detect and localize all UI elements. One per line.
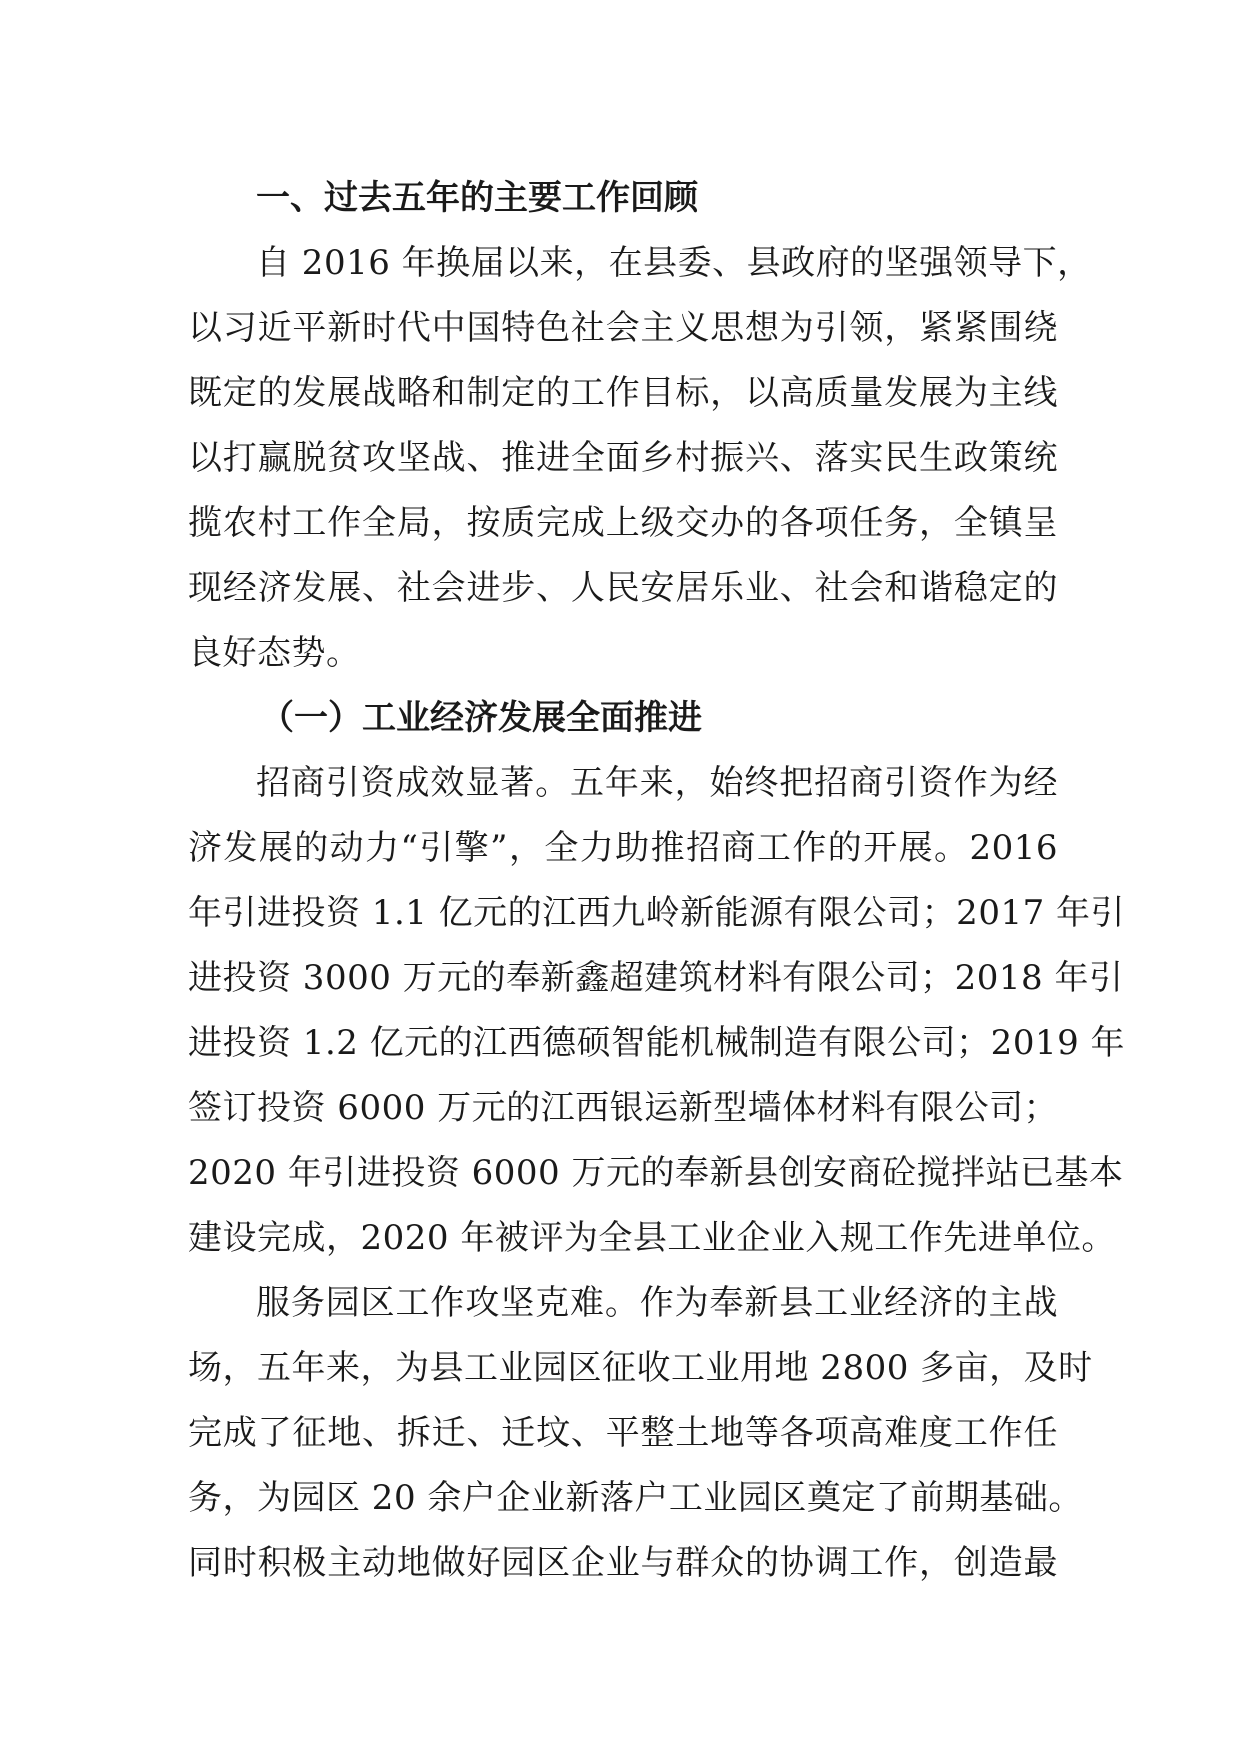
park-paragraph [188, 1271, 1093, 1596]
paragraph-line: 服务园区工作攻坚克难。作为奉新县工业经济的主战 [256, 1283, 1058, 1323]
paragraph-line: 现经济发展、社会进步、人民安居乐业、社会和谐稳定的 [188, 568, 1058, 608]
paragraph-line: 务，为园区 20 余户企业新落户工业园区奠定了前期基础。 [188, 1478, 1083, 1518]
paragraph-line: 场，五年来，为县工业园区征收工业用地 2800 多亩，及时 [188, 1348, 1093, 1388]
section-heading: 一、过去五年的主要工作回顾 [256, 178, 698, 218]
paragraph-line: 自 2016 年换届以来，在县委、县政府的坚强领导下， [256, 243, 1092, 283]
paragraph-line: 进投资 1.2 亿元的江西德硕智能机械制造有限公司；2019 年 [188, 1023, 1126, 1063]
paragraph-line: 良好态势。 [188, 633, 361, 673]
subsection-heading: （一）工业经济发展全面推进 [260, 698, 702, 738]
paragraph-line: 进投资 3000 万元的奉新鑫超建筑材料有限公司；2018 年引 [188, 958, 1124, 998]
paragraph-line: 完成了征地、拆迁、迁坟、平整土地等各项高难度工作任 [188, 1413, 1058, 1453]
paragraph-line: 同时积极主动地做好园区企业与群众的协调工作，创造最 [188, 1543, 1058, 1583]
paragraph-line: 以打赢脱贫攻坚战、推进全面乡村振兴、落实民生政策统 [188, 438, 1058, 478]
paragraph-line: 以习近平新时代中国特色社会主义思想为引领，紧紧围绕 [188, 308, 1058, 348]
paragraph-line: 既定的发展战略和制定的工作目标，以高质量发展为主线 [188, 373, 1058, 413]
paragraph-line: 2020 年引进投资 6000 万元的奉新县创安商砼搅拌站已基本 [188, 1153, 1124, 1193]
paragraph-line: 建设完成，2020 年被评为全县工业企业入规工作先进单位。 [188, 1218, 1116, 1258]
document-page [188, 166, 1126, 1596]
paragraph-line: 招商引资成效显著。五年来，始终把招商引资作为经 [256, 763, 1058, 803]
paragraph-line: 揽农村工作全局，按质完成上级交办的各项任务，全镇呈 [188, 503, 1058, 543]
paragraph-line: 年引进投资 1.1 亿元的江西九岭新能源有限公司；2017 年引 [188, 893, 1126, 933]
paragraph-line: 济发展的动力“引擎”，全力助推招商工作的开展。2016 [188, 828, 1058, 868]
paragraph-line: 签订投资 6000 万元的江西银运新型墙体材料有限公司； [188, 1088, 1059, 1128]
investment-paragraph [188, 751, 1126, 1271]
intro-paragraph [188, 231, 1092, 686]
